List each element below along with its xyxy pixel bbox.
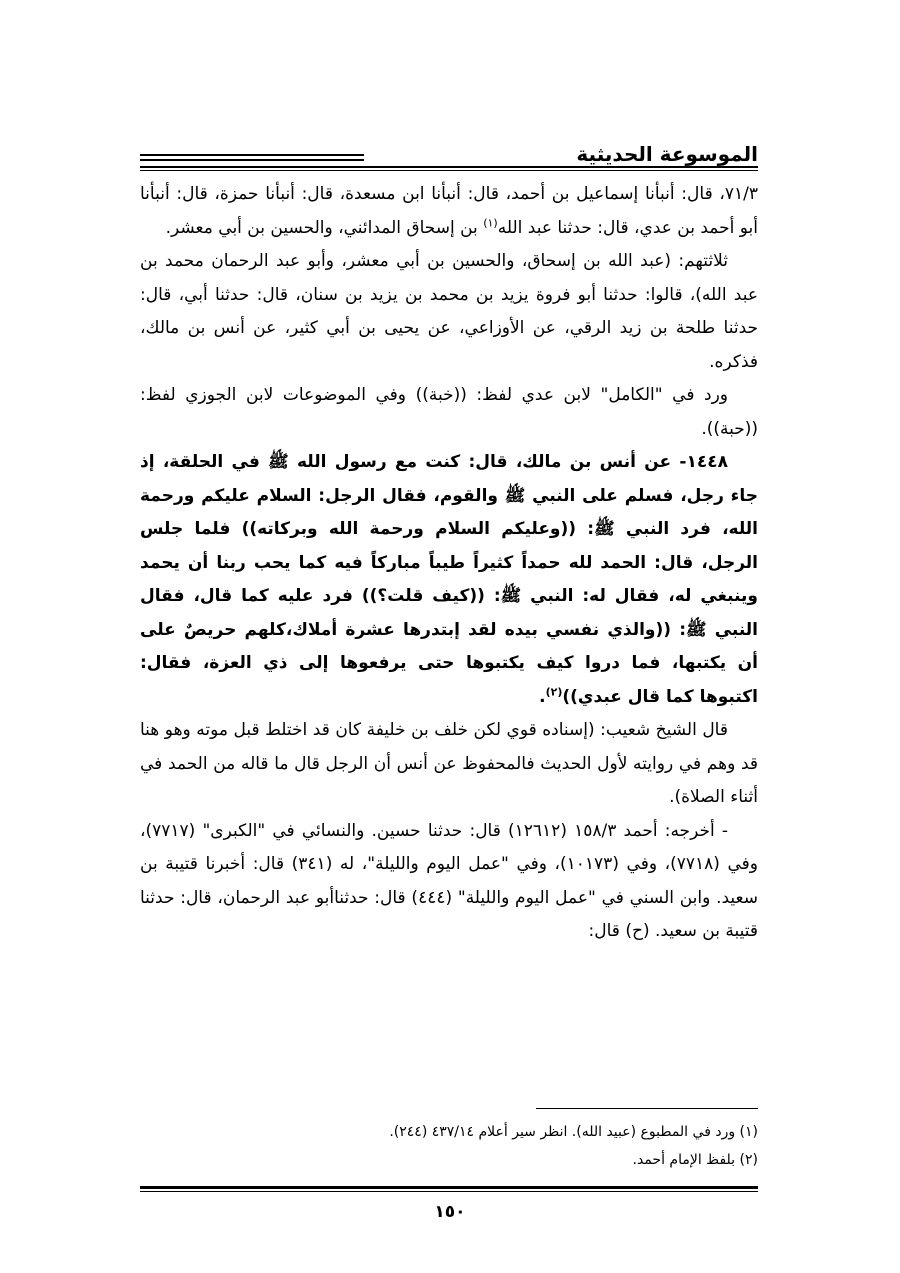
main-text	[140, 178, 758, 949]
hadith-text: ١٤٤٨- عن أنس بن مالك، قال: كنت مع رسول الله ﷺ في الحلقة، إذ جاء رجل، فسلم على النبي ﷺ والقوم، فقال الرجل: السلام عليكم ورحمة الله، فرد النبي ﷺ: ((وعليكم السلام ورحمة الله وبركاته)) فلما جلس الرجل، قال: الحمد لله حمداً كثيراً طيباً مباركاً فيه كما يحب ربنا أن يحمد وينبغي له، فقال له: النبي ﷺ: ((كيف قلت؟)) فرد عليه كما قال، فقال النبي ﷺ: ((والذي نفسي بيده لقد إبتدرها عشرة أملاك،كلهم حريصٌ على أن يكتبها، فما دروا كيف يكتبوها حتى يرفعوها إلى ذي العزة، فقال: اكتبوها كما قال عبدي))	[140, 452, 758, 707]
footnote-2: (٢) بلفظ الإمام أحمد.	[632, 1152, 758, 1168]
paragraph-text-continued: بن إسحاق المدائني، والحسين بن أبي معشر.	[165, 217, 484, 238]
paragraph-chain	[140, 178, 758, 245]
paragraph-hadith	[140, 446, 758, 714]
footer-rule-thin	[140, 1191, 758, 1192]
paragraph-isnad: ثلاثتهم: (عبد الله بن إسحاق، والحسين بن أبي معشر، وأبو عبد الرحمان محمد بن عبد الله)، قالوا: حدثنا أبو فروة يزيد بن محمد بن يزيد بن سنان، قال: حدثنا أبي، قال: حدثنا طلحة بن زيد الرقي، عن الأوزاعي، عن يحيى بن أبي كثير، عن أنس بن مالك، فذكره.	[140, 251, 758, 372]
header-rule-left	[140, 154, 364, 161]
header-rule-thin	[140, 170, 758, 171]
header-rule	[140, 166, 758, 168]
running-header	[140, 142, 758, 176]
footer-rule	[140, 1186, 758, 1189]
footnote-marker-2: (٢)	[545, 684, 563, 698]
paragraph-text: ٧١/٣، قال: أنبأنا إسماعيل بن أحمد، قال: أنبأنا ابن مسعدة، قال: أنبأنا حمزة، قال: أنبأنا أبو أحمد بن عدي، قال: حدثنا عبد الله	[140, 184, 758, 238]
hadith-text-end: .	[539, 686, 546, 707]
paragraph-grading: قال الشيخ شعيب: (إسناده قوي لكن خلف بن خليفة كان قد اختلط قبل موته وهو هنا قد وهم في روايته لأول الحديث فالمحفوظ عن أنس أن الرجل قال ما قاله من الحمد في أثناء الصلاة).	[140, 720, 758, 807]
header-title: الموسوعة الحديثية	[576, 142, 758, 166]
page-number: ١٥٠	[434, 1202, 466, 1222]
paragraph-variant: ورد في "الكامل" لابن عدي لفظ: ((خبة)) وفي الموضوعات لابن الجوزي لفظ: ((حبة)).	[140, 385, 758, 439]
paragraph-takhrij: - أخرجه: أحمد ١٥٨/٣ (١٢٦١٢) قال: حدثنا حسين. والنسائي في "الكبرى" (٧٧١٧)، وفي (٧٧١٨)، وفي (١٠١٧٣)، وفي "عمل اليوم والليلة"، له (٣٤١) قال: أخبرنا قتيبة بن سعيد. وابن السني في "عمل اليوم والليلة" (٤٤٤) قال: حدثناأبو عبد الرحمان، قال: حدثنا قتيبة بن سعيد. (ح) قال:	[140, 820, 758, 941]
footnote-1: (١) ورد في المطبوع (عبيد الله). انظر سير أعلام ٤٣٧/١٤ (٢٤٤).	[389, 1124, 758, 1140]
footnote-marker-1: (١)	[483, 215, 498, 229]
footnotes	[140, 1118, 758, 1174]
footnote-separator	[536, 1108, 758, 1109]
